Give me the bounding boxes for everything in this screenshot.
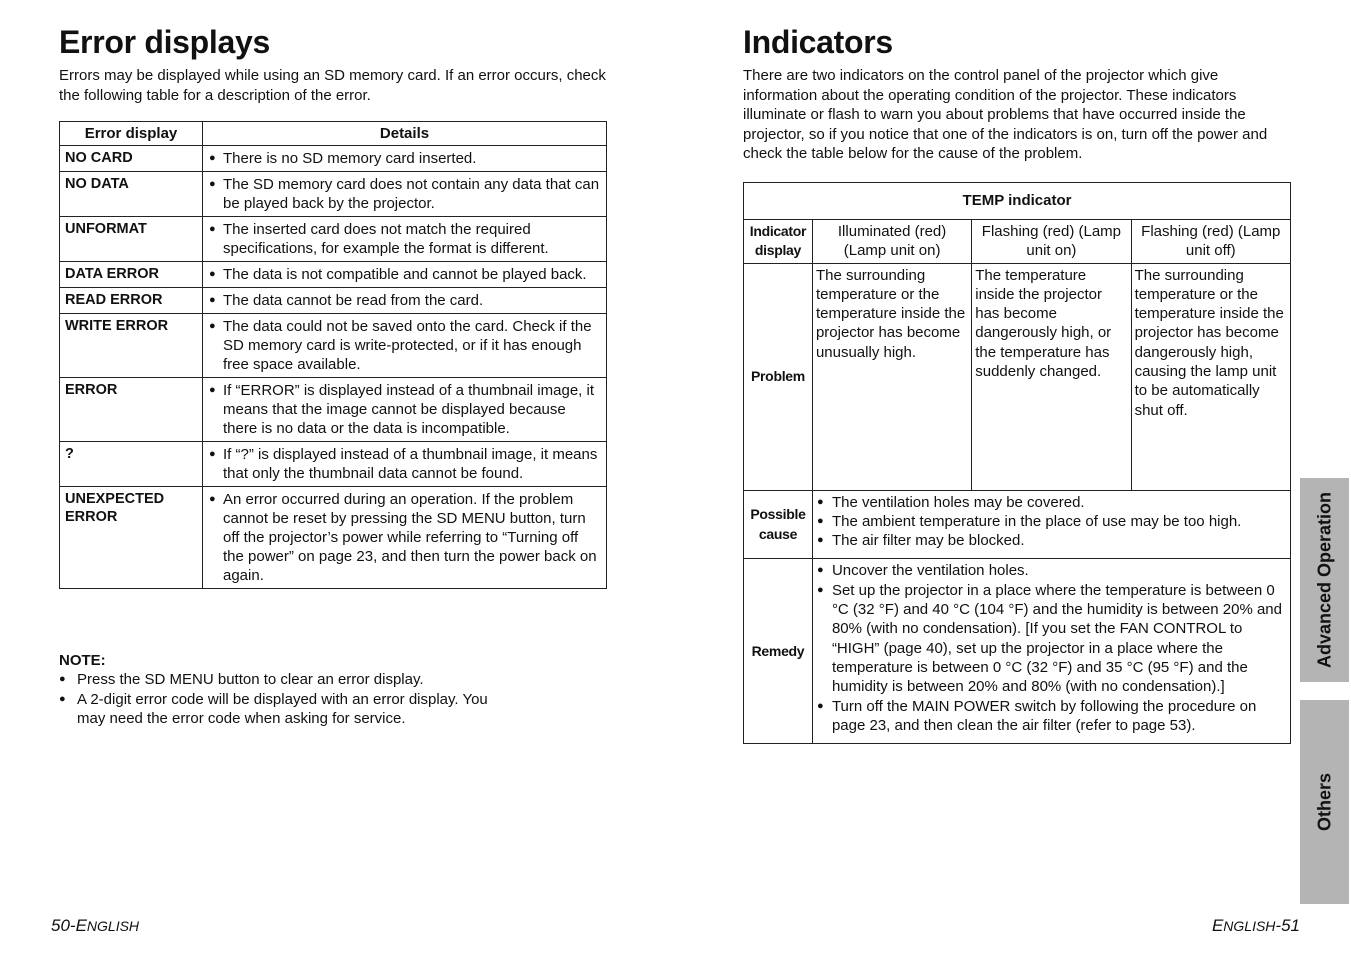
remedy-text: Set up the projector in a place where the temperature is between 0 °C (32 °F) and 40 °C (104 °F) and the humidity is between 20% and 80% (with no condensation). [If you set the FAN CONTROL to “HIGH” (page 40), set up the projector in a place where the temperature is between 0 °C (32 °F) and 35 °C (95 °F) and the humidity is between 20% and 80% (with no condensation).] (831, 581, 1282, 696)
tab-label: Advanced Operation (1314, 491, 1334, 669)
label-indicator-display: Indicator display (744, 220, 813, 264)
problem-text: The temperature inside the projector has become dangerously high, or the temperature has suddenly changed. (972, 263, 1131, 490)
table-row (744, 559, 1291, 744)
bullet-icon: ● (209, 178, 216, 190)
problem-text: The surrounding temperature or the temperature inside the projector has become unusually high. (812, 263, 971, 490)
page-title-error-displays: Error displays (59, 24, 271, 60)
table-row (744, 490, 1291, 559)
list-item (59, 670, 607, 689)
error-table (59, 121, 607, 589)
bullet-icon: ● (816, 534, 824, 547)
bullet-icon: ● (209, 448, 216, 460)
table-row (60, 314, 607, 378)
list-item (817, 493, 1286, 512)
label-possible-cause: Possible cause (744, 490, 813, 559)
error-code: ? (60, 442, 203, 487)
error-code: DATA ERROR (60, 262, 203, 288)
indicator-state: Flashing (red) (Lamp unit off) (1131, 220, 1290, 264)
table-row (60, 172, 607, 217)
error-details: The data cannot be read from the card. (223, 292, 484, 309)
header-details: Details (203, 122, 607, 146)
bullet-icon: ● (209, 294, 216, 306)
error-intro: Errors may be displayed while using an SD memory card. If an error occurs, check the following table for a description of the error. (59, 67, 606, 104)
table-row (60, 487, 607, 589)
page-number-left: 50-ENGLISH (51, 916, 140, 935)
label-remedy: Remedy (744, 559, 813, 744)
table-row (60, 378, 607, 442)
bullet-icon: ● (59, 692, 66, 705)
cause-text: The air filter may be blocked. (831, 532, 1025, 550)
error-code: UNFORMAT (60, 217, 203, 262)
list-item (817, 561, 1286, 580)
bullet-icon: ● (209, 268, 216, 280)
list-item (817, 581, 1286, 697)
error-details: The data is not compatible and cannot be played back. (223, 266, 587, 283)
page-title-indicators: Indicators (743, 24, 893, 60)
list-item (817, 531, 1286, 550)
bullet-icon: ● (816, 699, 824, 712)
error-details: The SD memory card does not contain any data that can be played back by the projector. (223, 176, 600, 212)
error-table-header (60, 122, 607, 146)
bullet-icon: ● (816, 564, 824, 577)
temp-indicator-table (743, 182, 1291, 744)
header-error-display: Error display (60, 122, 203, 146)
error-details: There is no SD memory card inserted. (223, 150, 477, 167)
bullet-icon: ● (209, 493, 216, 505)
error-details: If “?” is displayed instead of a thumbnail image, it means that only the thumbnail data cannot be found. (223, 446, 598, 482)
error-code: UNEXPECTED ERROR (60, 487, 203, 589)
indicators-intro: There are two indicators on the control panel of the projector which give information about the operating condition of the projector. These indicators illuminate or flash to warn you about problems that have occurred inside the projector, so if you notice that one of the indicators is on, turn off the power and check the table below for the cause of the problem. (743, 67, 1268, 162)
problem-text: The surrounding temperature or the temperature inside the projector has become dangerously high, causing the lamp unit to be automatically shut off. (1131, 263, 1290, 490)
note-text: Press the SD MENU button to clear an error display. (77, 671, 424, 689)
temp-indicator-title: TEMP indicator (744, 183, 1291, 220)
list-item (59, 690, 607, 729)
error-code: ERROR (60, 378, 203, 442)
remedy-text: Turn off the MAIN POWER switch by following the procedure on page 23, and then clean the air filter (refer to page 53). (831, 697, 1257, 734)
label-problem: Problem (744, 263, 813, 490)
table-row (744, 263, 1291, 490)
bullet-icon: ● (59, 673, 66, 686)
list-item (817, 697, 1286, 736)
tab-others[interactable] (1300, 700, 1349, 904)
bullet-icon: ● (209, 320, 216, 332)
note-section (59, 651, 607, 728)
table-row (60, 442, 607, 487)
table-row (744, 220, 1291, 264)
error-code: WRITE ERROR (60, 314, 203, 378)
cause-text: The ventilation holes may be covered. (831, 493, 1085, 511)
cause-text: The ambient temperature in the place of use may be too high. (831, 512, 1242, 530)
bullet-icon: ● (816, 583, 824, 596)
bullet-icon: ● (209, 384, 216, 396)
bullet-icon: ● (209, 152, 216, 164)
table-row (60, 262, 607, 288)
error-details: An error occurred during an operation. If the problem cannot be reset by pressing the SD MENU button, turn off the projector’s power while referring to “Turning off the power” on page 23, and then turn the power back on again. (223, 491, 597, 584)
bullet-icon: ● (816, 495, 824, 508)
error-code: NO CARD (60, 146, 203, 172)
error-code: NO DATA (60, 172, 203, 217)
remedy-text: Uncover the ventilation holes. (831, 562, 1029, 580)
table-row (60, 146, 607, 172)
indicator-state: Flashing (red) (Lamp unit on) (972, 220, 1131, 264)
tab-advanced-operation[interactable] (1300, 478, 1349, 682)
tab-label: Others (1314, 772, 1334, 832)
page-number-right: ENGLISH-51 (1211, 916, 1300, 935)
list-item (817, 512, 1286, 531)
note-title: NOTE: (59, 652, 106, 669)
error-code: READ ERROR (60, 288, 203, 314)
indicator-state: Illuminated (red) (Lamp unit on) (812, 220, 971, 264)
table-row (60, 288, 607, 314)
error-details: If “ERROR” is displayed instead of a thumbnail image, it means that the image cannot be displayed because there is no data or the data is incompatible. (223, 382, 594, 437)
note-text: A 2-digit error code will be displayed with an error display. You may need the error code when asking for service. (77, 690, 488, 727)
error-details: The data could not be saved onto the card. Check if the SD memory card is write-protected, or if it has enough free space available. (223, 318, 592, 373)
error-details: The inserted card does not match the required specifications, for example the format is different. (223, 221, 549, 257)
table-row (60, 217, 607, 262)
bullet-icon: ● (209, 223, 216, 235)
bullet-icon: ● (816, 514, 824, 527)
